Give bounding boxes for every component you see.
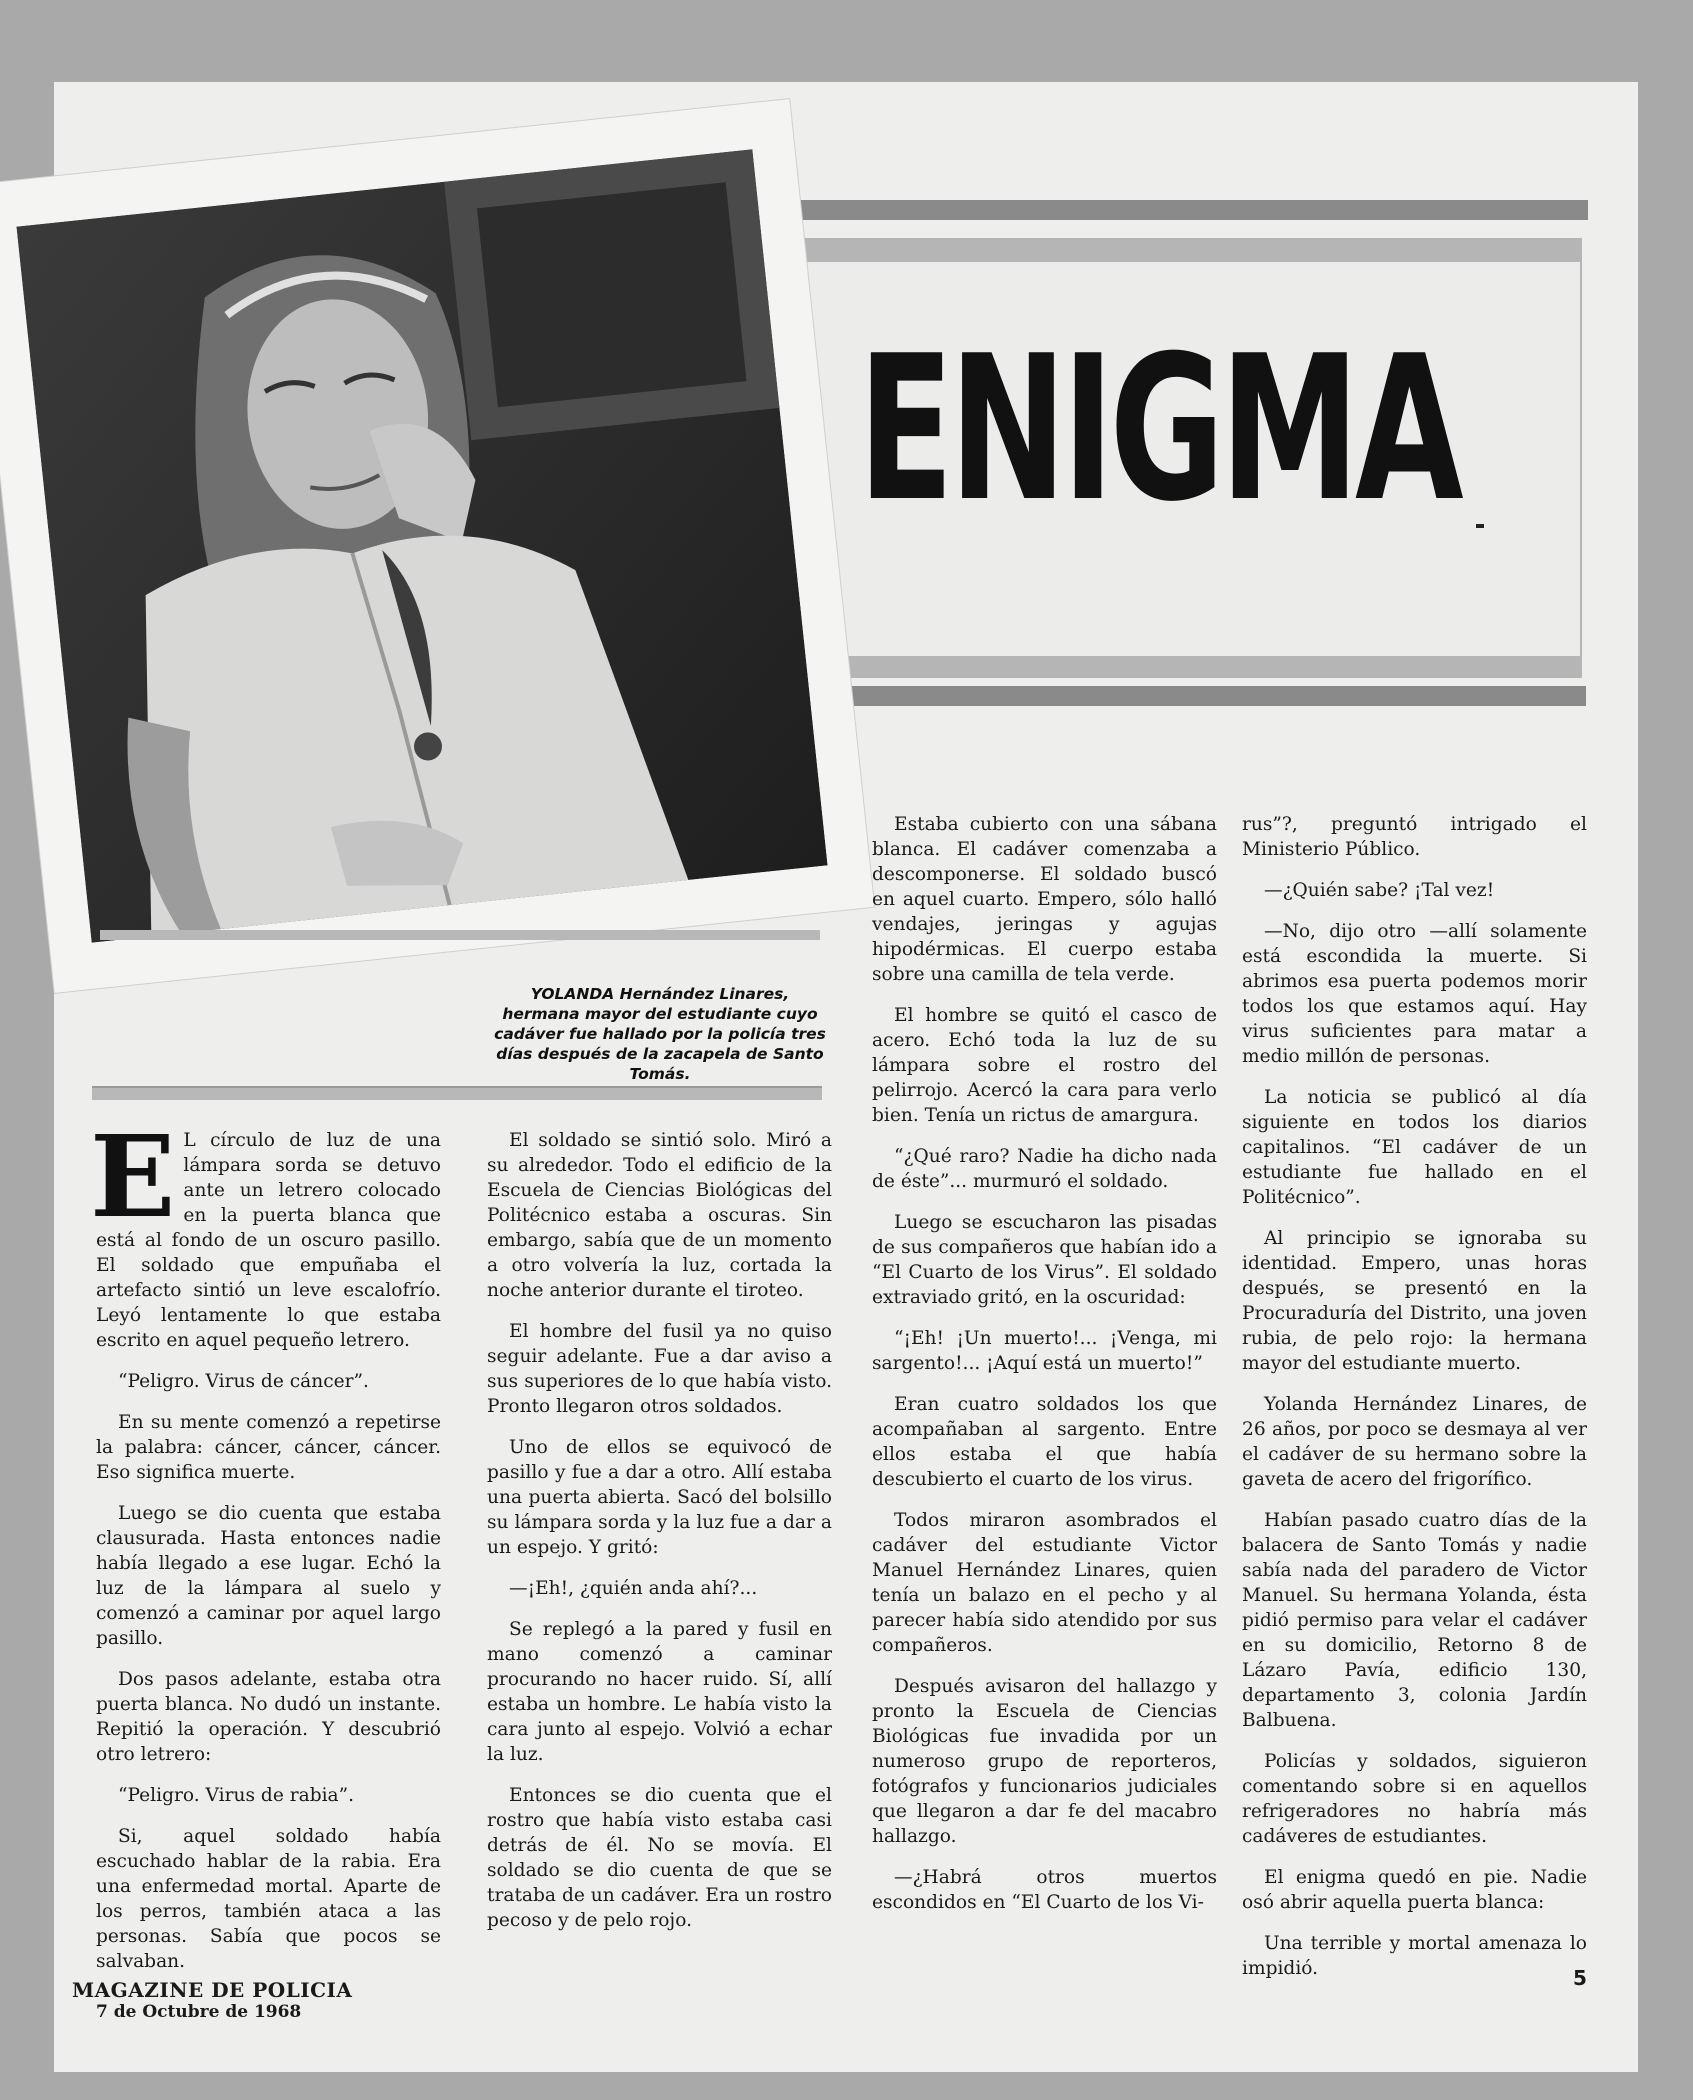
paragraph: Al principio se ignoraba su identidad. Empero, unas horas después, se presentó en la Procuraduría del Distrito, una joven rubia, de pelo rojo: la hermana mayor del estudiante muerto. [1242,1228,1587,1374]
column-2 [487,1128,832,1949]
paragraph: Policías y soldados, siguieron comentando sobre si en aquellos refrigeradores no habría más cadáveres de estudiantes. [1242,1751,1587,1847]
band-top-edge [690,200,1588,220]
paragraph: “¿Qué raro? Nadie ha dicho nada de éste”... murmuró el soldado. [872,1146,1217,1192]
magazine-name: MAGAZINE DE POLICIA [72,1978,353,2002]
paragraph: Yolanda Hernández Linares, de 26 años, por poco se desmaya al ver el cadáver de su hermano sobre la gaveta de acero del frigorífico. [1242,1394,1587,1490]
paragraph: Todos miraron asombrados el cadáver del estudiante Victor Manuel Hernández Linares, quien tenía un balazo en el pecho y al parecer había sido atendido por sus compañeros. [872,1510,1217,1656]
title-dot [1476,524,1484,528]
paragraph: rus”?, preguntó intrigado el Ministerio Público. [1242,814,1587,860]
photo-frame [0,99,874,993]
paragraph: Uno de ellos se equivocó de pasillo y fue a dar a otro. Allí estaba una puerta abierta. Sacó del bolsillo su lámpara sorda y la luz fue a dar a un espejo. Y gritó: [487,1437,832,1558]
paragraph: Eran cuatro soldados los que acompañaban al sargento. Entre ellos estaba el que había descubierto el cuarto de los virus. [872,1394,1217,1490]
column-1 [90,1112,441,1990]
paragraph: Habían pasado cuatro días de la balacera de Santo Tomás y nadie sabía nada del paradero de Victor Manuel. Su hermana Yolanda, ésta pidió permiso para velar el cadáver en su domicilio, Retorno 8 de Lázaro Pavía, edificio 130, departamento 3, colonia Jardín Balbuena. [1242,1510,1587,1731]
paragraph: El hombre del fusil ya no quiso seguir adelante. Fue a dar aviso a sus superiores de lo que había visto. Pronto llegaron otros soldados. [487,1321,832,1417]
paragraph: “¡Eh! ¡Un muerto!... ¡Venga, mi sargento!... ¡Aquí está un muerto!” [872,1328,1217,1374]
paragraph: —No, dijo otro —allí solamente está escondida la muerte. Si abrimos esa puerta podemos morir todos los que estamos aquí. Hay virus suficientes para matar a medio millón de personas. [1242,921,1587,1067]
paragraph [90,1112,441,1353]
paragraph: Entonces se dio cuenta que el rostro que había visto estaba casi detrás de él. No se movía. El soldado se dio cuenta de que se trataba de un cadáver. Era un rostro pecoso y de pelo rojo. [487,1785,832,1931]
paragraph: —¿Quién sabe? ¡Tal vez! [1264,880,1495,901]
paragraph: El hombre se quitó el casco de acero. Echó toda la luz de su lámpara sobre el rostro del pelirrojo. Acercó la cara para verlo bien. Tenía un rictus de amargura. [872,1005,1217,1126]
paragraph: Se replegó a la pared y fusil en mano comenzó a caminar procurando no hacer ruido. Sí, allí estaba un hombre. Le había visto la cara junto al espejo. Volvió a echar la luz. [487,1619,832,1765]
paragraph: Dos pasos adelante, estaba otra puerta blanca. No dudó un instante. Repitió la operación. Y descubrió otro letrero: [96,1669,441,1765]
paragraph: “Peligro. Virus de cáncer”. [118,1371,369,1392]
page-number: 5 [1573,1966,1587,1990]
paragraph: El enigma quedó en pie. Nadie osó abrir aquella puerta blanca: [1242,1867,1587,1913]
paragraph: Luego se dio cuenta que estaba clausurada. Hasta entonces nadie había llegado a ese lugar. Echó la luz de la lámpara al suelo y comenzó a caminar por aquel largo pasillo. [96,1503,441,1649]
paragraph: La noticia se publicó al día siguiente en todos los diarios capitalinos. “El cadáver de un estudiante fue hallado en el Politécnico”. [1242,1087,1587,1208]
column-3 [872,812,1217,1931]
paragraph: Una terrible y mortal amenaza lo impidió. [1242,1933,1587,1979]
paragraph: En su mente comenzó a repetirse la palabra: cáncer, cáncer, cáncer. Eso significa muerte. [96,1412,441,1483]
paragraph: El soldado se sintió solo. Miró a su alrededor. Todo el edificio de la Escuela de Ciencias Biológicas del Politécnico estaba a oscuras. Sin embargo, sabía que de un momento a otro volvería la luz, cortada la noche anterior durante el tiroteo. [487,1130,832,1301]
caption-rule-bottom [92,1086,822,1100]
drop-cap: E [90,1112,176,1243]
photo-yolanda [16,149,827,942]
photo-caption: YOLANDA Hernández Linares, hermana mayor del estudiante cuyo cadáver fue hallado por la policía tres días después de la zacapela de Santo Tomás. [494,985,826,1083]
paragraph: Luego se escucharon las pisadas de sus compañeros que habían ido a “El Cuarto de los Virus”. El soldado extraviado gritó, en la oscuridad: [872,1212,1217,1308]
issue-date: 7 de Octubre de 1968 [96,2002,302,2022]
paragraph: —¿Habrá otros muertos escondidos en “El Cuarto de los Vi- [872,1867,1217,1913]
paragraph: “Peligro. Virus de rabia”. [118,1785,355,1806]
paragraph: Después avisaron del hallazgo y pronto la Escuela de Ciencias Biológicas fue invadida por un numeroso grupo de reporteros, fotógrafos y funcionarios judiciales que llegaron a dar fe del macabro hallazgo. [872,1676,1217,1847]
caption-rule-top [100,930,820,940]
paragraph-text: L círculo de luz de una lámpara sorda se detuvo ante un letrero colocado en la puerta blanca que está al fondo de un oscuro pasillo. El soldado que empuñaba el artefacto sintió un leve escalofrío. Leyó lentamente lo que estaba escrito en aquel pequeño letrero. [96,1130,441,1351]
article-title: ENIGMA [858,313,1459,546]
paragraph: —¡Eh!, ¿quién anda ahí?... [509,1578,758,1599]
paragraph: Estaba cubierto con una sábana blanca. El cadáver comenzaba a descomponerse. El soldado buscó en aquel cuarto. Empero, sólo halló vendajes, jeringas y agujas hipodérmicas. El cuerpo estaba sobre una camilla de tela verde. [872,814,1217,985]
paragraph: Si, aquel soldado había escuchado hablar de la rabia. Era una enfermedad mortal. Aparte de los perros, también ataca a las personas. Sabía que pocos se salvaban. [96,1826,441,1972]
column-4 [1242,812,1587,1997]
